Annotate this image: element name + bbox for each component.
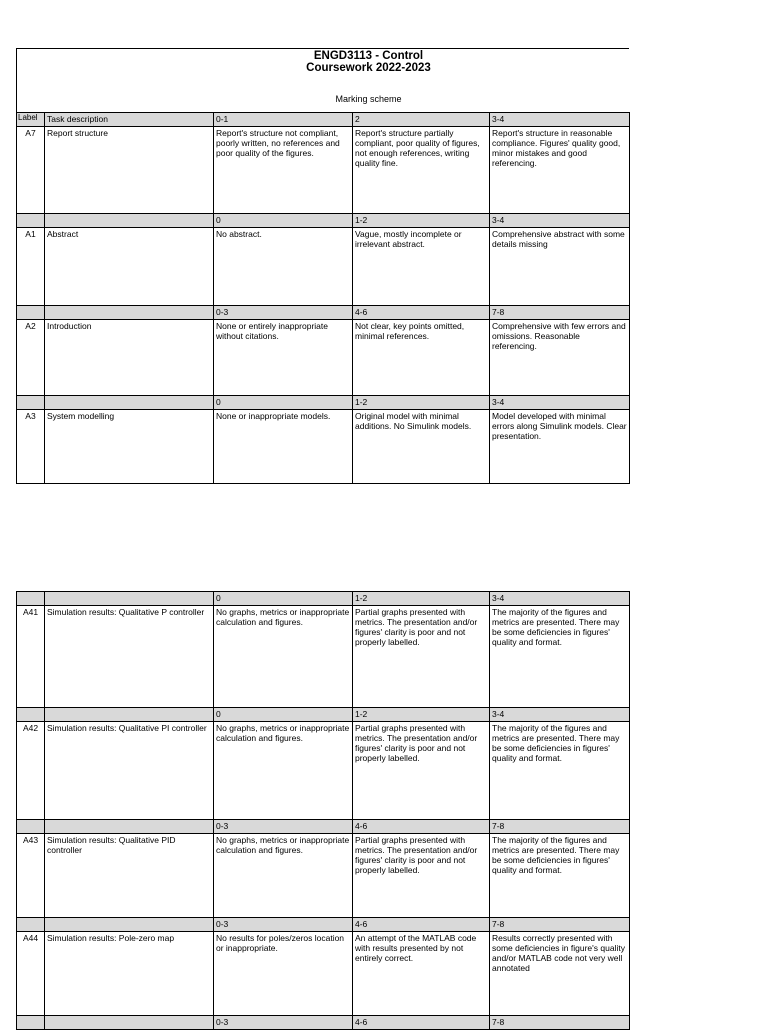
band-low: 0 [214,708,353,722]
mark-band-row [17,592,630,606]
band-high: 3-4 [490,396,630,410]
criterion-low: No abstract. [214,228,353,306]
task-description: Abstract [45,228,214,306]
band-low: 0-3 [214,1016,353,1030]
table-row [17,834,630,918]
column-header: 2 [353,113,490,127]
band-mid: 1-2 [353,396,490,410]
band-mid: 4-6 [353,1016,490,1030]
band-low: 0-3 [214,306,353,320]
column-header: Task description [45,113,214,127]
band-high: 3-4 [490,708,630,722]
criterion-low: No graphs, metrics or inappropriate calculation and figures. [214,834,353,918]
band-mid: 1-2 [353,708,490,722]
criterion-low: Report's structure not compliant, poorly written, no references and poor quality of the figures. [214,127,353,214]
row-label: A42 [17,722,45,820]
criterion-high: Comprehensive abstract with some details missing [490,228,630,306]
band-high: 7-8 [490,306,630,320]
band-high: 7-8 [490,918,630,932]
task-description: Simulation results: Qualitative PID controller [45,834,214,918]
task-description: Report structure [45,127,214,214]
band-high: 3-4 [490,214,630,228]
criterion-high: Comprehensive with few errors and omissions. Reasonable referencing. [490,320,630,396]
criterion-high: Results correctly presented with some deficiencies in figure's quality and/or MATLAB code not very well annotated [490,932,630,1016]
table-row [17,410,630,484]
band-low: 0 [214,592,353,606]
mark-band-row [17,918,630,932]
band-low: 0 [214,396,353,410]
marking-table-1 [16,112,630,484]
marking-table-2 [16,591,630,1030]
criterion-high: The majority of the figures and metrics are presented. There may be some deficiencies in figures' quality and format. [490,722,630,820]
row-label: A41 [17,606,45,708]
table-row [17,932,630,1016]
table-header-row [17,113,630,127]
band-low: 0 [214,214,353,228]
criterion-mid: Partial graphs presented with metrics. The presentation and/or figures' clarity is poor and not properly labelled. [353,722,490,820]
row-label: A7 [17,127,45,214]
band-mid: 4-6 [353,306,490,320]
task-description: Simulation results: Qualitative P controller [45,606,214,708]
band-mid: 4-6 [353,918,490,932]
criterion-mid: Vague, mostly incomplete or irrelevant abstract. [353,228,490,306]
table-row [17,606,630,708]
criterion-low: None or entirely inappropriate without citations. [214,320,353,396]
table-row [17,722,630,820]
row-label: A1 [17,228,45,306]
band-high: 3-4 [490,592,630,606]
criterion-low: No graphs, metrics or inappropriate calculation and figures. [214,722,353,820]
column-header: 0-1 [214,113,353,127]
column-header: Label [17,113,45,127]
task-description: Simulation results: Qualitative PI controller [45,722,214,820]
band-mid: 1-2 [353,214,490,228]
mark-band-row [17,396,630,410]
row-label: A3 [17,410,45,484]
criterion-mid: Original model with minimal additions. No Simulink models. [353,410,490,484]
band-mid: 4-6 [353,820,490,834]
criterion-low: No graphs, metrics or inappropriate calculation and figures. [214,606,353,708]
criterion-high: Report's structure in reasonable compliance. Figures' quality good, minor mistakes and good referencing. [490,127,630,214]
band-high: 7-8 [490,1016,630,1030]
task-description: Introduction [45,320,214,396]
criterion-mid: An attempt of the MATLAB code with results presented by not entirely correct. [353,932,490,1016]
criterion-high: The majority of the figures and metrics are presented. There may be some deficiencies in figures' quality and format. [490,834,630,918]
criterion-mid: Not clear, key points omitted, minimal references. [353,320,490,396]
marking-scheme-subtitle: Marking scheme [335,94,402,104]
band-high: 7-8 [490,820,630,834]
criterion-high: The majority of the figures and metrics are presented. There may be some deficiencies in figures' quality and format. [490,606,630,708]
row-label: A2 [17,320,45,396]
coursework-title: ENGD3113 - Control Coursework 2022-2023 [306,50,431,74]
document-header [16,48,629,112]
table-row [17,127,630,214]
band-low: 0-3 [214,918,353,932]
criterion-low: No results for poles/zeros location or inappropriate. [214,932,353,1016]
criterion-high: Model developed with minimal errors along Simulink models. Clear presentation. [490,410,630,484]
mark-band-row [17,214,630,228]
column-header: 3-4 [490,113,630,127]
mark-band-row [17,820,630,834]
mark-band-row [17,708,630,722]
row-label: A44 [17,932,45,1016]
table-row [17,320,630,396]
mark-band-row [17,306,630,320]
table-row [17,228,630,306]
row-label: A43 [17,834,45,918]
criterion-mid: Partial graphs presented with metrics. The presentation and/or figures' clarity is poor and not properly labelled. [353,834,490,918]
criterion-low: None or inappropriate models. [214,410,353,484]
criterion-mid: Report's structure partially compliant, poor quality of figures, not enough references, writing quality fine. [353,127,490,214]
mark-band-row [17,1016,630,1030]
task-description: System modelling [45,410,214,484]
criterion-mid: Partial graphs presented with metrics. The presentation and/or figures' clarity is poor and not properly labelled. [353,606,490,708]
task-description: Simulation results: Pole-zero map [45,932,214,1016]
band-low: 0-3 [214,820,353,834]
band-mid: 1-2 [353,592,490,606]
